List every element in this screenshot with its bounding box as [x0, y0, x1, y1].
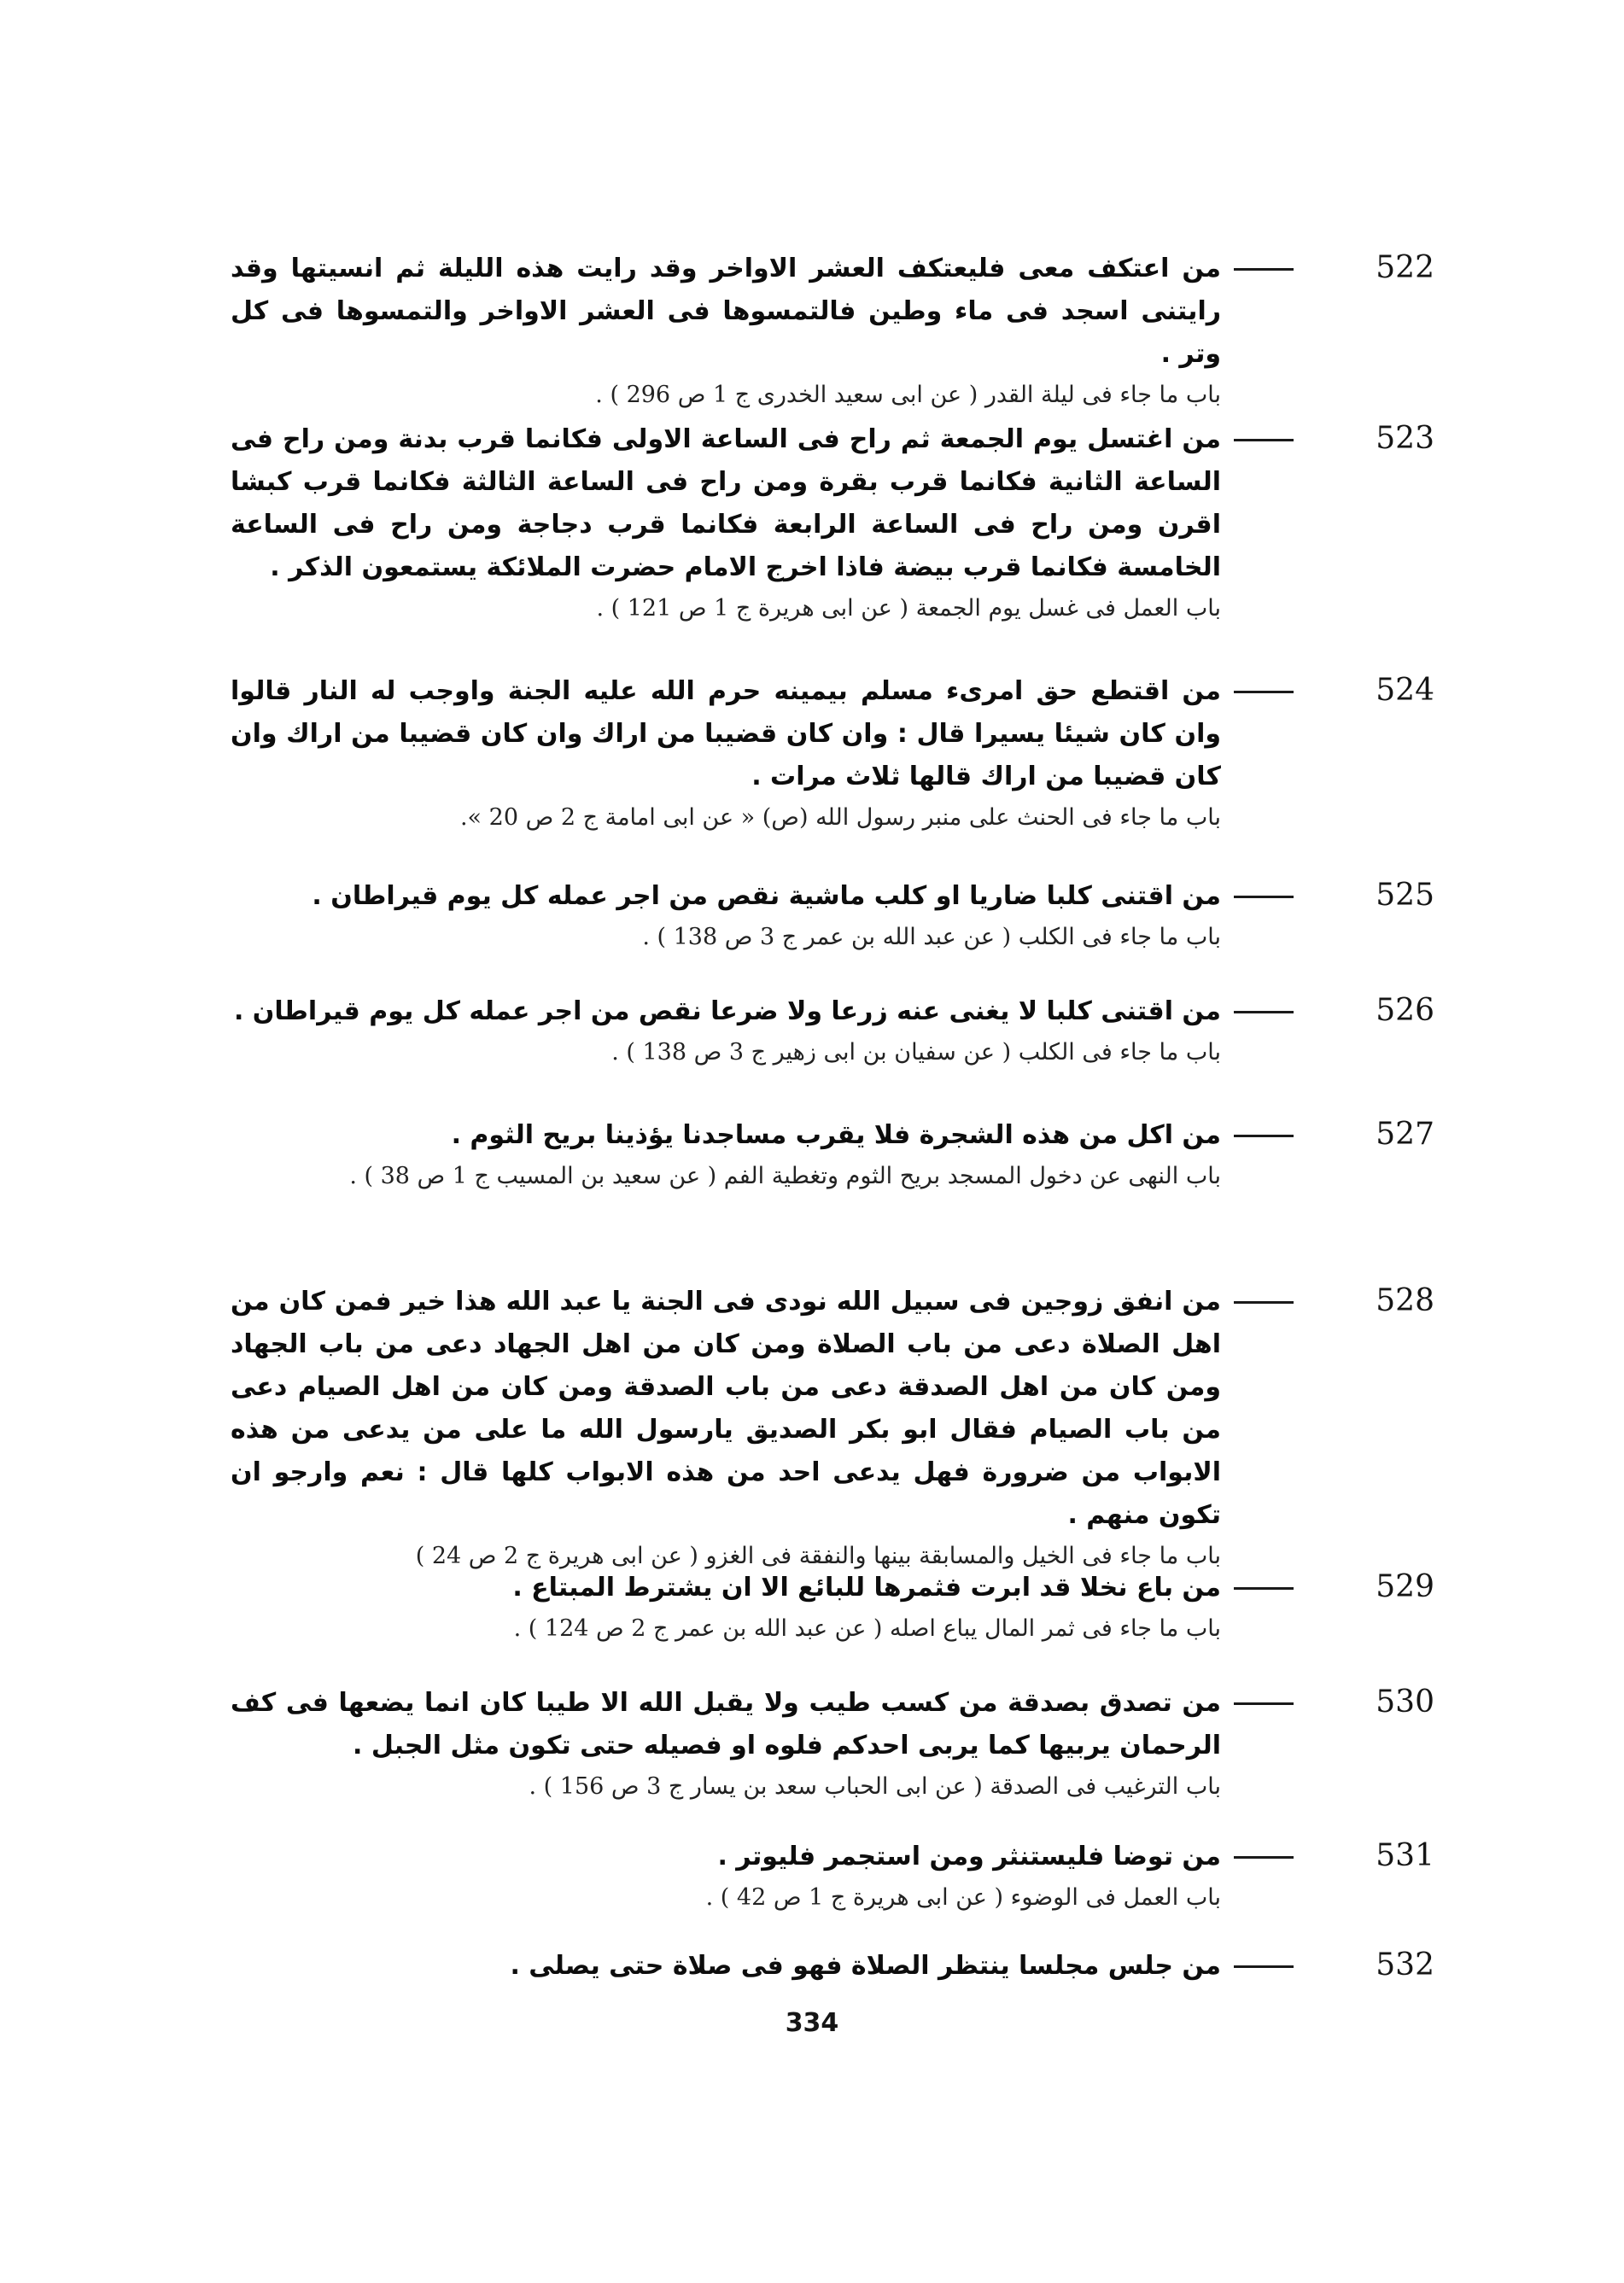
hadith-text: من اكل من هذه الشجرة فلا يقرب مساجدنا يؤذينا بريح الثوم .: [451, 1120, 1221, 1150]
hadith-reference: باب العمل فى غسل يوم الجمعة ( عن ابى هريرة ج 1 ص 121 ) .: [596, 595, 1221, 622]
entry-dash: [1234, 1301, 1294, 1304]
hadith-reference: باب ما جاء فى ثمر المال يباع اصله ( عن عبد الله بن عمر ج 2 ص 124 ) .: [513, 1615, 1221, 1642]
hadith-text: من اغتسل يوم الجمعة ثم راح فى الساعة الاولى فكانما قرب بدنة ومن راح فى الساعة الثانية فكانما قرب بقرة ومن راح فى الساعة الثالثة فكانما قرب كبشا اقرن ومن راح فى الساعة الرابعة فكانما قرب دجاجة ومن راح فى الساعة الخامسة فكانما قرب بيضة فاذا اخرج الامام حضرت الملائكة يستمعون الذكر .: [231, 424, 1221, 582]
hadith-reference: باب ما جاء فى الخيل والمسابقة بينها والنفقة فى الغزو ( عن ابى هريرة ج 2 ص 24 ): [415, 1543, 1221, 1569]
hadith-text: من جلس مجلسا ينتظر الصلاة فهو فى صلاة حتى يصلى .: [510, 1951, 1221, 1981]
entry-number: 532: [1376, 1947, 1434, 1982]
hadith-text: من انفق زوجين فى سبيل الله نودى فى الجنة يا عبد الله هذا خير فمن كان من اهل الصلاة دعى من باب الصلاة ومن كان من اهل الجهاد دعى من باب الجهاد ومن كان من اهل الصدقة دعى من باب الصدقة ومن كان من اهل الصيام دعى من باب الصيام فقال ابو بكر الصديق يارسول الله ما على من يدعى من هذه الابواب من ضرورة فهل يدعى احد من هذه الابواب كلها قال : نعم وارجو ان تكون منهم .: [231, 1287, 1221, 1530]
hadith-text: من اقتطع حق امرىء مسلم بيمينه حرم الله عليه الجنة واوجب له النار قالوا وان كان شيئا يسيرا قال : وان كان قضيبا من اراك وان كان قضيبا من اراك وان كان قضيبا من اراك قالها ثلاث مرات .: [231, 676, 1221, 791]
hadith-reference: باب ما جاء فى الكلب ( عن عبد الله بن عمر ج 3 ص 138 ) .: [642, 924, 1221, 950]
entry-number: 529: [1376, 1569, 1434, 1604]
hadith-reference: باب العمل فى الوضوء ( عن ابى هريرة ج 1 ص 42 ) .: [705, 1884, 1221, 1911]
entry-number: 525: [1376, 878, 1434, 913]
page-number: 334: [785, 2008, 839, 2038]
hadith-text: من اعتكف معى فليعتكف العشر الاواخر وقد رايت هذه الليلة ثم انسيتها وقد رايتنى اسجد فى ماء وطين فالتمسوها فى العشر الاواخر والتمسوها فى كل وتر .: [231, 254, 1221, 369]
entry-dash: [1234, 1135, 1294, 1137]
entry-number: 527: [1376, 1117, 1434, 1152]
entry-number: 524: [1376, 673, 1434, 708]
entry-dash: [1234, 896, 1294, 898]
entry-number: 528: [1376, 1283, 1434, 1318]
entry-dash: [1234, 1587, 1294, 1590]
hadith-reference: باب ما جاء فى ليلة القدر ( عن ابى سعيد الخدرى ج 1 ص 296 ) .: [595, 382, 1221, 408]
hadith-reference: باب ما جاء فى الحنث على منبر رسول الله (ص) « عن ابى امامة ج 2 ص 20 ».: [459, 804, 1221, 831]
entry-number: 531: [1376, 1838, 1434, 1873]
hadith-reference: باب ما جاء فى الكلب ( عن سفيان بن ابى زهير ج 3 ص 138 ) .: [611, 1039, 1221, 1066]
hadith-reference: باب الترغيب فى الصدقة ( عن ابى الحباب سعد بن يسار ج 3 ص 156 ) .: [529, 1773, 1221, 1800]
entry-number: 526: [1376, 993, 1434, 1028]
entry-dash: [1234, 1702, 1294, 1705]
entry-dash: [1234, 691, 1294, 693]
hadith-text: من باع نخلا قد ابرت فثمرها للبائع الا ان يشترط المبتاع .: [512, 1573, 1221, 1603]
entry-number: 523: [1376, 421, 1434, 456]
entry-dash: [1234, 439, 1294, 441]
hadith-text: من اقتنى كلبا ضاريا او كلب ماشية نقص من اجر عمله كل يوم قيراطان .: [312, 881, 1221, 911]
entry-number: 522: [1376, 250, 1434, 285]
hadith-text: من توضا فليستنثر ومن استجمر فليوتر .: [717, 1842, 1221, 1871]
entry-dash: [1234, 1011, 1294, 1013]
hadith-text: من تصدق بصدقة من كسب طيب ولا يقبل الله الا طيبا كان انما يضعها فى كف الرحمان يربيها كما يربى احدكم فلوه او فصيله حتى تكون مثل الجبل .: [231, 1688, 1221, 1760]
hadith-reference: باب النهى عن دخول المسجد بريح الثوم وتغطية الفم ( عن سعيد بن المسيب ج 1 ص 38 ) .: [349, 1163, 1221, 1189]
entry-number: 530: [1376, 1685, 1434, 1720]
entry-dash: [1234, 268, 1294, 271]
entry-dash: [1234, 1856, 1294, 1859]
hadith-text: من اقتنى كلبا لا يغنى عنه زرعا ولا ضرعا نقص من اجر عمله كل يوم قيراطان .: [233, 996, 1221, 1026]
entry-dash: [1234, 1965, 1294, 1968]
